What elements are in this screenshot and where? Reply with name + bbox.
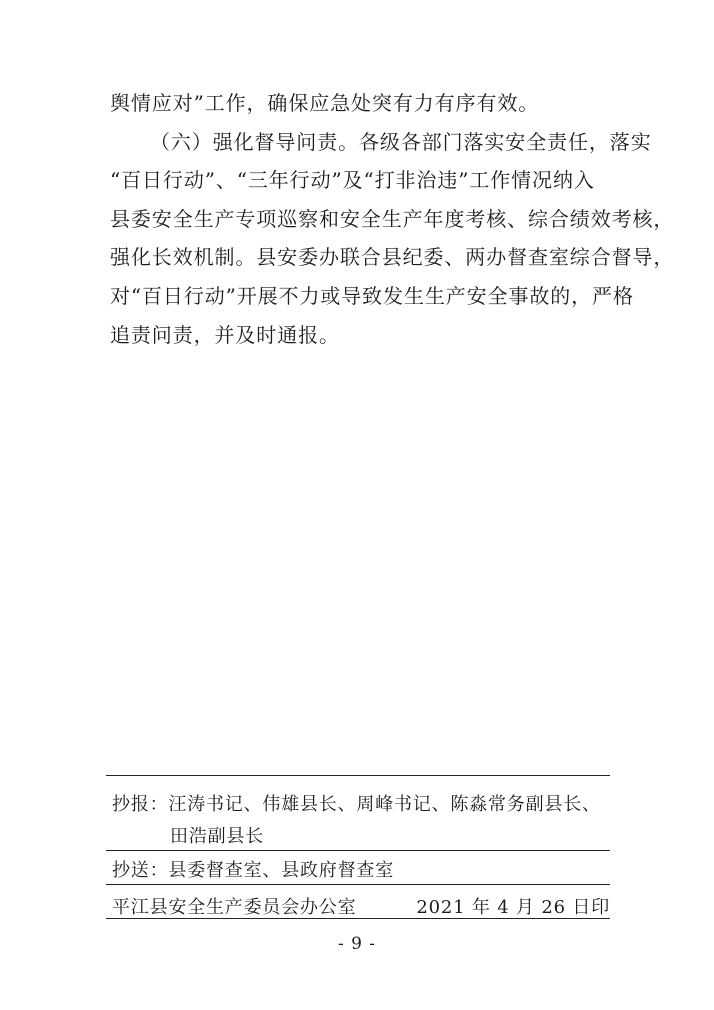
body-line: 强化长效机制。县安委办联合县纪委、两办督查室综合督导， [110,245,675,270]
body-line: 舆情应对”工作，确保应急处突有力有序有效。 [110,91,540,115]
cc-report-line: 抄报：汪涛书记、伟雄县长、周峰书记、陈淼常务副县长、 [112,794,601,815]
cc-top-rule [106,775,610,776]
footer-divider [106,884,610,885]
print-date: 2021 年 4 月 26 日印 [416,897,610,918]
issuer: 平江县安全生产委员会办公室 [112,897,357,918]
body-text [110,84,675,354]
body-line: 追责问责，并及时通报。 [110,322,340,347]
cc-divider [106,850,610,851]
footer-bottom-rule [106,918,610,919]
body-line-section-six: （六）强化督导问责。各级各部门落实安全责任，落实 [150,129,652,154]
body-line: 县委安全生产专项巡察和安全生产年度考核、综合绩效考核， [110,206,675,231]
page-number: - 9 - [337,934,377,954]
body-line: 对“百日行动”开展不力或导致发生生产安全事故的，严格 [110,283,634,308]
body-line: “百日行动”、“三年行动”及“打非治违”工作情况纳入 [110,168,595,193]
cc-report-line-continued: 田浩副县长 [170,826,264,847]
cc-send-line: 抄送：县委督查室、县政府督查室 [112,860,394,881]
